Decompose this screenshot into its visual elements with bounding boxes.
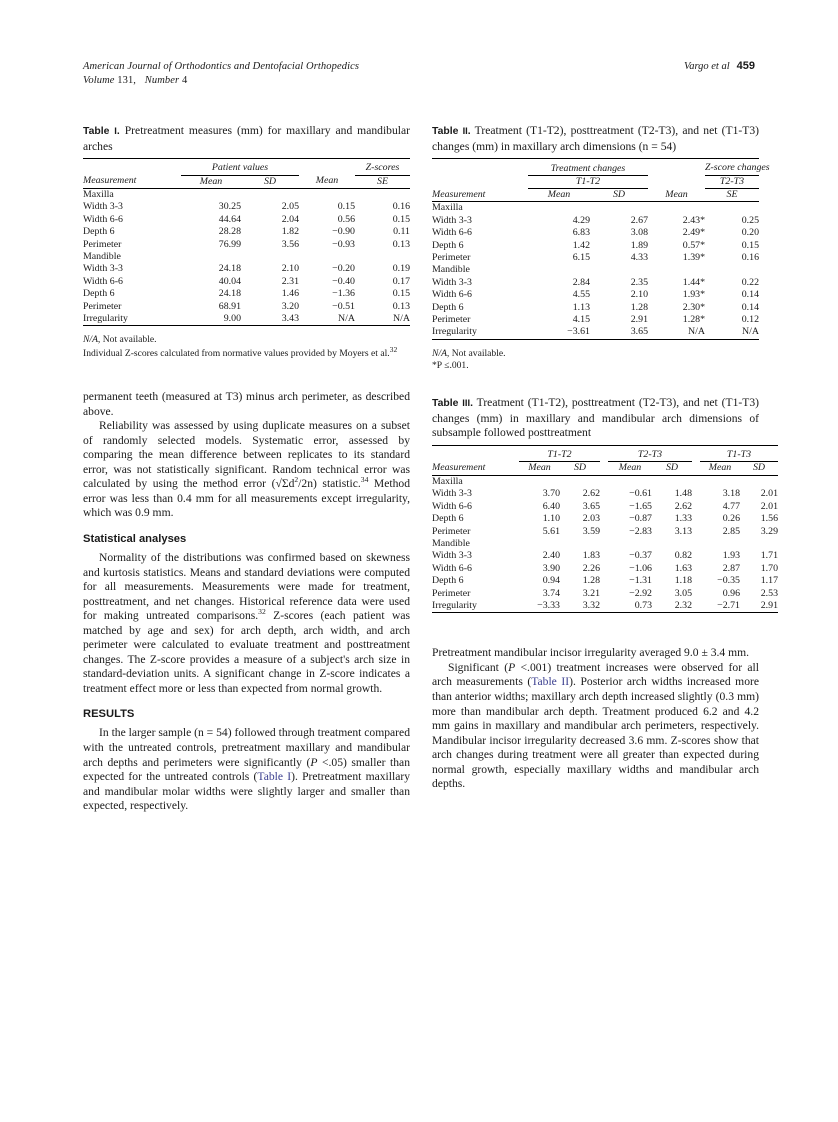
- cell-value: 4.55: [572, 289, 590, 301]
- volume-label: Volume: [83, 74, 115, 86]
- table-2-bottom-rule: [432, 339, 759, 343]
- row-label: Depth 6: [432, 239, 464, 251]
- cell-value: 2.05: [281, 201, 299, 213]
- cell-value: 4.33: [630, 252, 648, 264]
- cell-value: 2.62: [582, 488, 600, 500]
- table-2-group-header-zscore: Z-score changes: [705, 162, 770, 174]
- running-head-right: [684, 60, 755, 74]
- paragraph-continued: permanent teeth (measured at T3) minus arch perimeter, as described above.: [83, 390, 410, 418]
- paragraph-text: <.05) smaller than expected for the untreated controls (: [83, 755, 410, 784]
- issue-number: 4: [181, 74, 188, 86]
- cell-value: 2.40: [542, 550, 560, 562]
- table-2-block: [432, 124, 770, 372]
- cell-value: 3.74: [542, 587, 560, 599]
- cell-value: 1.18: [674, 575, 692, 587]
- cell-value: 2.53: [760, 587, 778, 599]
- cell-value: 24.18: [218, 288, 241, 300]
- table-2-sub-header-t1t2: T1-T2: [528, 175, 648, 188]
- row-label: Depth 6: [432, 513, 464, 525]
- cell-value: 0.13: [392, 238, 410, 250]
- paragraph-text: Method error was less than 0.4 mm for all measurements except irregularity, which was 0.9 mm.: [83, 477, 410, 520]
- cell-value: −2.83: [629, 525, 652, 537]
- cell-value: 2.49*: [682, 227, 705, 239]
- row-label: Perimeter: [432, 525, 471, 537]
- cell-value: 2.35: [630, 276, 648, 288]
- table-row: [83, 226, 410, 238]
- row-label: Irregularity: [432, 599, 477, 611]
- cell-value: 1.17: [760, 575, 778, 587]
- cell-value: 6.15: [572, 252, 590, 264]
- cell-value: −2.92: [629, 587, 652, 599]
- cell-value: −1.06: [629, 562, 652, 574]
- cell-value: 5.61: [542, 525, 560, 537]
- row-label: Perimeter: [432, 587, 471, 599]
- cell-value: 0.15: [392, 288, 410, 300]
- row-label: Width 3-3: [432, 488, 472, 500]
- table-1-col-se: SE: [377, 175, 388, 187]
- table-1-group-label-row: [83, 251, 410, 263]
- paragraph-text: ) statistic.: [313, 477, 361, 491]
- cell-value: 2.43*: [682, 214, 705, 226]
- cell-value: 0.94: [542, 575, 560, 587]
- cell-value: 2.10: [630, 289, 648, 301]
- paragraph-pretreatment-irregularity: Pretreatment mandibular incisor irregularity averaged 9.0 ± 3.4 mm.: [432, 646, 750, 660]
- table-3-col-sd-1: SD: [573, 462, 587, 474]
- table-3-group-label-row: [432, 475, 778, 488]
- running-head-left: [83, 60, 359, 87]
- cell-value: 76.99: [218, 238, 241, 250]
- cell-value: −3.33: [537, 599, 560, 611]
- table-2-reference-link[interactable]: Table II: [531, 675, 570, 689]
- table-2-subheader-row: [432, 175, 759, 188]
- table-1-caption-text: Pretreatment measures (mm) for maxillary and mandibular arches: [83, 124, 410, 153]
- row-label: Width 6-6: [432, 500, 472, 512]
- cell-value: 0.22: [741, 276, 759, 288]
- cell-value: 1.28: [582, 575, 600, 587]
- cell-value: 44.64: [218, 213, 241, 225]
- table-1-group-maxilla: Maxilla: [83, 189, 114, 200]
- table-row: [432, 215, 759, 227]
- cell-value: 1.28*: [682, 314, 705, 326]
- cell-value: 0.12: [741, 314, 759, 326]
- paragraph-text: Significant (: [448, 660, 509, 674]
- cell-value: 2.91: [630, 314, 648, 326]
- right-column: [432, 124, 778, 792]
- row-label: Width 3-3: [83, 201, 123, 213]
- table-row: [83, 301, 410, 313]
- cell-value: 0.56: [337, 213, 355, 225]
- table-1-group-mandible: Mandible: [83, 251, 121, 263]
- cell-value: N/A: [687, 326, 705, 338]
- cell-value: 1.33: [674, 513, 692, 525]
- table-2-col-mean-2: Mean: [665, 188, 688, 200]
- cell-value: 1.13: [572, 301, 590, 313]
- cell-value: 2.84: [572, 276, 590, 288]
- row-label: Depth 6: [83, 288, 115, 300]
- row-label: Perimeter: [432, 314, 471, 326]
- table-1: [83, 158, 410, 329]
- citation-reference: 34: [360, 475, 369, 485]
- cell-value: 3.20: [281, 300, 299, 312]
- row-label: Depth 6: [432, 575, 464, 587]
- cell-value: 1.63: [674, 562, 692, 574]
- table-2-col-mean-1: Mean: [547, 189, 571, 200]
- page-number: 459: [736, 60, 755, 72]
- cell-value: 2.03: [582, 513, 600, 525]
- cell-value: −0.87: [629, 513, 652, 525]
- cell-value: 0.25: [741, 214, 759, 226]
- table-row: [432, 289, 759, 301]
- cell-value: −1.36: [332, 288, 355, 300]
- row-label: Width 3-3: [432, 214, 472, 226]
- table-3-bottom-rule: [432, 613, 778, 617]
- table-3-caption-text: Treatment (T1-T2), posttreatment (T2-T3), and net (T1-T3) changes (mm) in maxillary and mandibular arch dimensions of subsample followed posttreatment: [432, 396, 759, 440]
- table-2-group-header-treatment: Treatment changes: [550, 162, 626, 174]
- table-row: [83, 214, 410, 226]
- cell-value: 1.71: [760, 550, 778, 562]
- cell-value: 9.00: [223, 313, 241, 325]
- table-row: [432, 314, 759, 326]
- table-2-group-mandible: Mandible: [432, 264, 470, 276]
- table-row: [83, 263, 410, 275]
- table-3-group-header-t2t3: T2-T3: [608, 449, 692, 462]
- issue-label: Number: [144, 74, 180, 86]
- cell-value: 1.42: [572, 239, 590, 251]
- cell-value: 1.83: [582, 550, 600, 562]
- cell-value: 1.44*: [682, 276, 705, 288]
- table-1-group-label-row: [83, 189, 410, 202]
- cell-value: 1.10: [542, 513, 560, 525]
- footnote-abbr-text: Not available.: [100, 334, 157, 346]
- cell-value: 0.17: [392, 275, 410, 287]
- cell-value: 1.46: [281, 288, 299, 300]
- table-row: [432, 588, 778, 600]
- row-label: Depth 6: [83, 226, 115, 238]
- cell-value: 1.93: [722, 550, 740, 562]
- row-label: Perimeter: [83, 300, 122, 312]
- row-label: Width 6-6: [432, 562, 472, 574]
- cell-value: 68.91: [218, 300, 241, 312]
- table-3-group-header-t1t2: T1-T2: [519, 449, 600, 462]
- table-2-group-maxilla: Maxilla: [432, 202, 463, 214]
- table-1-bottom-rule: [83, 326, 410, 330]
- table-2-label: Table II.: [432, 125, 471, 137]
- footnote-text: Individual Z-scores calculated from normative values provided by Moyers et al.: [83, 347, 390, 359]
- table-row: [432, 550, 778, 562]
- row-label: Width 6-6: [83, 275, 123, 287]
- row-label: Width 3-3: [83, 263, 123, 275]
- statistic-symbol: P: [310, 755, 318, 769]
- table-1-group-header-row: [83, 162, 410, 175]
- cell-value: N/A: [337, 313, 355, 325]
- cell-value: −0.37: [629, 550, 652, 562]
- cell-value: 1.56: [760, 513, 778, 525]
- formula-tail: /2n: [298, 477, 313, 491]
- heading-results: RESULTS: [83, 708, 135, 721]
- cell-value: 3.29: [760, 525, 778, 537]
- statistic-symbol: P: [508, 660, 516, 674]
- table-row: [83, 201, 410, 213]
- cell-value: 0.15: [392, 213, 410, 225]
- table-2-caption-text: Treatment (T1-T2), posttreatment (T2-T3), and net (T1-T3) changes (mm) in maxillary arch dimensions (n = 54): [432, 124, 759, 153]
- table-3-group-mandible: Mandible: [432, 537, 470, 549]
- cell-value: 0.57*: [682, 239, 705, 251]
- cell-value: N/A: [741, 326, 759, 338]
- cell-value: 0.13: [392, 300, 410, 312]
- paragraph-text: Reliability was assessed by using duplicate measures on a subset of randomly selected models. Systematic error, assessed by comparing the mean difference between replicates to its standard error, was not statistically significant. Random technical error was calculated by using the method error (: [83, 419, 410, 491]
- row-label: Width 6-6: [432, 227, 472, 239]
- cell-value: −0.40: [332, 275, 355, 287]
- cell-value: 2.85: [722, 525, 740, 537]
- table-3-group-header-row: [432, 449, 778, 462]
- table-row: [432, 563, 778, 575]
- table-2: [432, 158, 770, 343]
- cell-value: 3.13: [674, 525, 692, 537]
- cell-value: 2.67: [630, 214, 648, 226]
- cell-value: 3.90: [542, 562, 560, 574]
- cell-value: N/A: [392, 313, 410, 325]
- cell-value: −2.71: [717, 599, 740, 611]
- table-1-footnote-na: [83, 334, 410, 346]
- table-3-col-sd-3: SD: [752, 462, 766, 474]
- table-1-reference-link[interactable]: Table I: [257, 770, 292, 784]
- cell-value: 2.10: [281, 263, 299, 275]
- footnote-abbr: N/A,: [83, 334, 101, 346]
- cell-value: 0.82: [674, 550, 692, 562]
- table-3-label: Table III.: [432, 397, 473, 410]
- table-3-group-header-t1t3: T1-T3: [700, 449, 778, 462]
- table-row: [432, 326, 759, 339]
- cell-value: 2.26: [582, 562, 600, 574]
- paragraph-text: ). Posterior arch widths increased more than anterior widths; maxillary arch depth increased slightly (0.3 mm) more than mandibular arch depth. Treatment produced 6.2 and 4.2 mm gains in maxillary and mandibular arch perimeters, respectively. Mandibular incisor irregularity decreased 3.6 mm. Z-scores show that arch changes during treatment were all greater than expected during normal growth, especially maxillary widths and mandibular arch depths.: [432, 675, 760, 791]
- row-label: Irregularity: [432, 326, 477, 338]
- table-row: [432, 252, 759, 264]
- cell-value: −1.65: [629, 500, 652, 512]
- cell-value: 1.89: [630, 239, 648, 251]
- table-2-col-se: SE: [726, 189, 738, 200]
- table-3-block: [432, 396, 778, 616]
- table-3-caption: [432, 396, 759, 441]
- cell-value: 2.31: [281, 275, 299, 287]
- cell-value: 0.73: [634, 599, 652, 611]
- table-row: [432, 575, 778, 587]
- cell-value: 24.18: [218, 263, 241, 275]
- row-label: Width 6-6: [432, 289, 472, 301]
- cell-value: −0.20: [332, 263, 355, 275]
- table-row: [432, 302, 759, 314]
- table-row: [432, 513, 778, 525]
- cell-value: 3.32: [582, 599, 600, 611]
- cell-value: 2.01: [760, 488, 778, 500]
- footnote-abbr-text: Not available.: [449, 347, 506, 359]
- table-3-col-mean-3: Mean: [708, 462, 732, 474]
- cell-value: 0.14: [741, 289, 759, 301]
- row-label: Perimeter: [83, 238, 122, 250]
- paragraph-reliability: [83, 419, 410, 521]
- cell-value: 3.43: [281, 313, 299, 325]
- cell-value: −0.61: [629, 488, 652, 500]
- author-line: Vargo et al: [683, 61, 730, 72]
- paragraph-statistics: [83, 551, 410, 696]
- paragraph-text: In the larger sample (n = 54) followed through treatment compared with the untreated controls, pretreatment maxillary and mandibular arch depths and perimeters were significantly (: [83, 726, 410, 769]
- cell-value: 3.59: [582, 525, 600, 537]
- footnote-reference: 32: [389, 344, 398, 354]
- paragraph-text: <.001) treatment increases were observed for all arch measurements (: [432, 660, 759, 689]
- row-label: Perimeter: [432, 252, 471, 264]
- row-label: Depth 6: [432, 301, 464, 313]
- cell-value: 1.48: [674, 488, 692, 500]
- table-1-column-header-row: [83, 175, 410, 188]
- cell-value: 4.77: [722, 500, 740, 512]
- cell-value: 0.14: [741, 301, 759, 313]
- paragraph-text: Z-scores (each patient was matched by age and sex) for arch depth, arch width, and arch perimeter were calculated to evaluate treatment and posttreatment changes. The Z-score provides a measure of a subject's arch size in standard-deviation units. A significant change in Z-score indicates a treatment effect more or less than expected from normal growth.: [83, 609, 411, 695]
- table-1-col-mean-1: Mean: [199, 175, 223, 187]
- cell-value: 3.56: [281, 238, 299, 250]
- table-1-col-measurement: Measurement: [83, 175, 137, 187]
- cell-value: −0.35: [717, 575, 740, 587]
- journal-title: American Journal of Orthodontics and Dentofacial Orthopedics: [83, 61, 360, 72]
- cell-value: 2.01: [760, 500, 778, 512]
- row-label: Irregularity: [83, 313, 128, 325]
- cell-value: −0.93: [332, 238, 355, 250]
- cell-value: 1.70: [760, 562, 778, 574]
- table-2-caption: [432, 124, 759, 154]
- citation-reference: 32: [258, 607, 266, 617]
- table-2-col-measurement: Measurement: [432, 188, 486, 200]
- cell-value: 0.16: [741, 252, 759, 264]
- table-3-col-sd-2: SD: [665, 462, 679, 474]
- cell-value: 0.16: [392, 201, 410, 213]
- cell-value: 3.65: [582, 500, 600, 512]
- cell-value: 3.21: [582, 587, 600, 599]
- paragraph-significant: [432, 661, 759, 792]
- table-3-group-maxilla: Maxilla: [432, 475, 463, 487]
- cell-value: 2.04: [281, 213, 299, 225]
- cell-value: 4.29: [572, 214, 590, 226]
- table-2-col-sd: SD: [612, 189, 626, 200]
- paragraph-text: ). Pretreatment maxillary and mandibular molar widths were slightly larger and smaller than expected, respectively.: [83, 770, 411, 813]
- cell-value: 2.87: [722, 562, 740, 574]
- table-row: [83, 239, 410, 251]
- cell-value: 0.96: [722, 587, 740, 599]
- table-1-col-sd: SD: [263, 175, 277, 187]
- table-row: [432, 240, 759, 252]
- cell-value: −0.51: [332, 300, 355, 312]
- table-row: [432, 600, 778, 613]
- volume-number: 131,: [117, 74, 137, 86]
- table-3-col-mean-1: Mean: [528, 462, 551, 474]
- cell-value: 1.28: [630, 301, 648, 313]
- cell-value: 6.83: [572, 227, 590, 239]
- table-3-col-measurement: Measurement: [432, 462, 486, 474]
- cell-value: −1.31: [629, 575, 652, 587]
- cell-value: 2.32: [674, 599, 692, 611]
- row-label: Width 6-6: [83, 213, 123, 225]
- table-2-footnote-p: *P ≤.001.: [432, 360, 469, 372]
- paragraph-text: Normality of the distributions was confirmed based on skewness and kurtosis statistics. Means and standard deviations were computed for all measurements. Measurements were made for treatment, posttreatment, and net changes. Historical reference data were used for making untreated comparisons.: [83, 551, 410, 623]
- table-row: [83, 313, 410, 326]
- cell-value: 1.39*: [682, 252, 705, 264]
- paragraph-results: [83, 726, 410, 813]
- running-head: [83, 60, 755, 94]
- table-row: [432, 227, 759, 239]
- table-2-group-header-row: [432, 162, 759, 175]
- table-2-group-label-row: [432, 202, 759, 215]
- table-2-group-label-row: [432, 264, 759, 276]
- table-1-group-header-patient: Patient values: [181, 162, 299, 175]
- formula-root: √Σd: [275, 477, 295, 491]
- cell-value: 28.28: [218, 226, 241, 238]
- cell-value: 2.91: [760, 599, 778, 611]
- table-row: [83, 276, 410, 288]
- table-row: [432, 526, 778, 538]
- table-row: [83, 288, 410, 300]
- cell-value: 1.82: [281, 226, 299, 238]
- table-1-group-header-zscores: Z-scores: [355, 162, 410, 175]
- table-2-sub-header-t2t3: T2-T3: [705, 175, 759, 188]
- footnote-abbr: N/A,: [432, 347, 450, 359]
- table-row: [432, 501, 778, 513]
- table-3-col-mean-2: Mean: [618, 462, 642, 474]
- cell-value: 40.04: [218, 275, 241, 287]
- row-label: Width 3-3: [432, 276, 472, 288]
- table-1-col-mean-2: Mean: [315, 175, 339, 187]
- heading-statistical-analyses: Statistical analyses: [83, 533, 187, 545]
- table-3: [432, 445, 778, 616]
- cell-value: 0.20: [741, 227, 759, 239]
- cell-value: 1.93*: [682, 289, 705, 301]
- table-2-column-header-row: [432, 189, 759, 202]
- cell-value: 0.11: [393, 226, 410, 238]
- cell-value: 0.26: [722, 513, 740, 525]
- table-1-caption: [83, 124, 410, 154]
- table-1-block: [83, 124, 410, 360]
- cell-value: 0.19: [392, 263, 410, 275]
- cell-value: 2.62: [674, 500, 692, 512]
- cell-value: −3.61: [567, 326, 590, 338]
- table-2-footnote-na: [432, 348, 759, 360]
- table-row: [432, 277, 759, 289]
- table-row: [432, 488, 778, 500]
- cell-value: 3.18: [722, 488, 740, 500]
- cell-value: 3.08: [630, 227, 648, 239]
- journal-volume-issue: [83, 74, 359, 88]
- cell-value: 3.70: [542, 488, 560, 500]
- cell-value: 4.15: [572, 314, 590, 326]
- cell-value: 0.15: [337, 201, 355, 213]
- cell-value: 3.05: [674, 587, 692, 599]
- table-1-label: Table I.: [83, 125, 120, 137]
- row-label: Width 3-3: [432, 550, 472, 562]
- cell-value: −0.90: [332, 226, 355, 238]
- cell-value: 2.30*: [682, 301, 705, 313]
- table-3-group-label-row: [432, 538, 778, 550]
- table-1-footnote-note: [83, 344, 410, 360]
- cell-value: 30.25: [218, 201, 241, 213]
- cell-value: 0.15: [741, 239, 759, 251]
- formula-exponent: 2: [294, 475, 299, 485]
- cell-value: 6.40: [542, 500, 560, 512]
- cell-value: 3.65: [630, 326, 648, 338]
- table-3-column-header-row: [432, 462, 778, 475]
- left-column: [83, 124, 410, 814]
